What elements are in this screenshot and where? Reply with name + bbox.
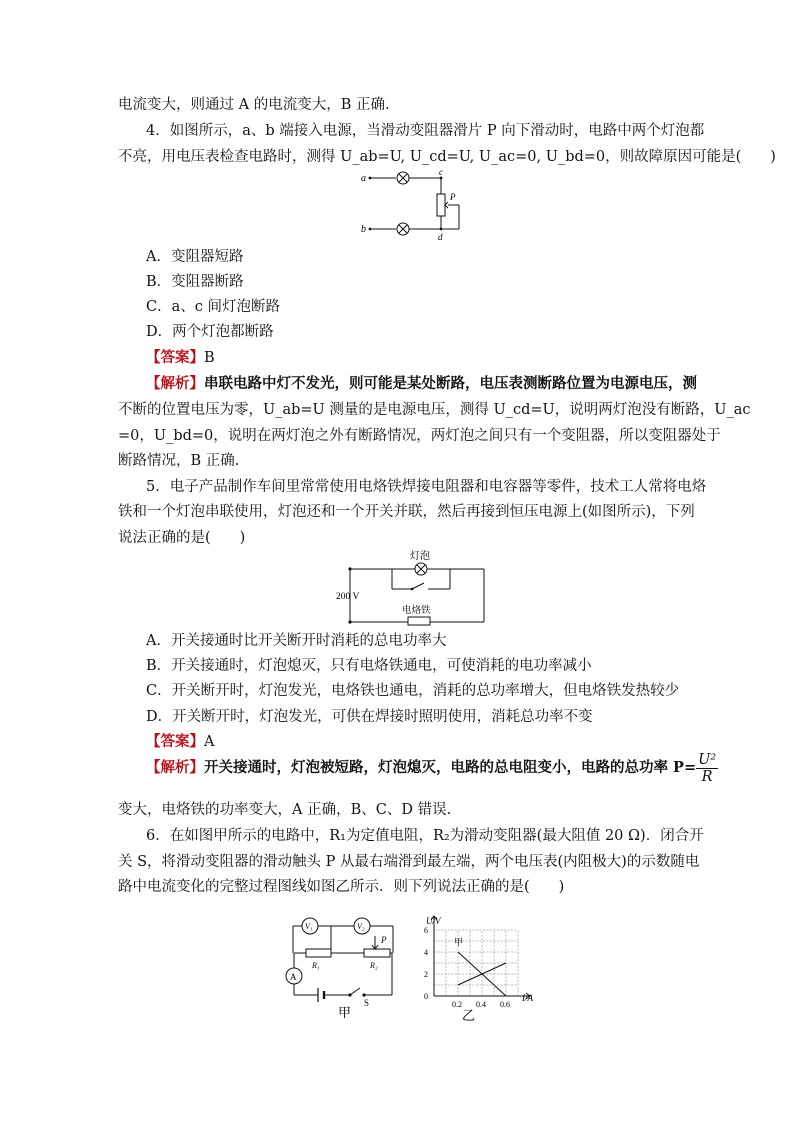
q5-answer: 【答案】A: [146, 733, 215, 750]
label-ammeter: A: [290, 972, 297, 982]
curve-label-jia: 甲: [454, 937, 464, 947]
q4-measurement: U_ab=U, U_cd=U, U_ac=0, U_bd=0: [340, 149, 606, 165]
q4-option-d: D．两个灯泡都断路: [146, 324, 274, 340]
q5-option-d: D．开关断开时，灯泡发光，可供在焊接时照明使用，消耗总功率不变: [146, 709, 593, 725]
q4-option-a: A．变阻器短路: [146, 249, 244, 265]
caption-yi: 乙: [462, 1008, 476, 1023]
chart-ylabel: U/V: [426, 916, 441, 926]
caption-jia: 甲: [338, 1005, 352, 1020]
q5-stem-line1: 5．电子产品制作车间里常常使用电烙铁焊接电阻器和电容器等零件，技术工人常将电烙: [146, 479, 707, 495]
q6-stem-line2: 关 S，将滑动变阻器的滑动触头 P 从最右端滑到最左端，两个电压表(内阻极大)的示数随电: [118, 854, 700, 870]
q3-tail: 电流变大，则通过 A 的电流变大，B 正确.: [118, 97, 390, 113]
label-v1: V₁: [305, 922, 313, 931]
q5-circuit-figure: [334, 548, 486, 628]
q5-option-b: B．开关接通时，灯泡熄灭，只有电烙铁通电，可使消耗的电功率减小: [146, 658, 592, 674]
q4-option-c: C．a、c 间灯泡断路: [146, 299, 280, 315]
q5-stem-line2: 铁和一个灯泡串联使用，灯泡还和一个开关并联，然后再接到恒压电源上(如图所示)，下列: [118, 504, 695, 520]
q4-analysis-line2: 不断的位置电压为零，U_ab=U 测量的是电源电压，测得 U_cd=U，说明两灯泡没有断路，U_ac: [118, 402, 751, 418]
x-tick-label: 0.4: [476, 1000, 486, 1009]
q6-stem-line3: 路中电流变化的完整过程图线如图乙所示．则下列说法正确的是( ): [118, 879, 565, 895]
label-c: c: [439, 168, 443, 177]
q5-analysis-line2: 变大，电烙铁的功率变大，A 正确，B、C、D 错误.: [118, 802, 452, 818]
q6-stem-line1: 6．在如图甲所示的电路中，R₁为定值电阻，R₂为滑动变阻器(最大阻值 20 Ω)．闭合开: [146, 828, 704, 844]
q4-answer: 【答案】B: [146, 349, 215, 366]
origin-label: 0: [424, 992, 428, 1001]
q4-stem-line2: 不亮，用电压表检查电路时，测得 U_ab=U, U_cd=U, U_ac=0, U_bd=0，则故障原因可能是( ): [118, 149, 776, 165]
q4-circuit-figure: [356, 168, 476, 244]
x-tick-label: 0.6: [500, 1000, 510, 1009]
label-a: a: [361, 173, 366, 184]
q6-circuit-figure: [280, 908, 400, 1020]
y-tick-label: 6: [424, 926, 428, 935]
label-bulb: 灯泡: [410, 551, 430, 562]
q4-analysis-line1: 【解析】串联电路中灯不发光，则可能是某处断路，电压表测断路位置为电源电压，测: [146, 375, 697, 392]
label-iron: 电烙铁: [402, 606, 431, 616]
q4-analysis-line3: =0，U_bd=0，说明在两灯泡之外有断路情况，两灯泡之间只有一个变阻器，所以变阻器处于: [118, 428, 721, 444]
q5-analysis-line1: 【解析】开关接通时，灯泡被短路，灯泡熄灭，电路的总电阻变小，电路的总功率 P= $\frac{\text{U²}}{R}$: [146, 751, 717, 785]
label-r1: R₁: [312, 961, 320, 970]
q5-stem-line3: 说法正确的是( ): [118, 530, 246, 546]
label-d: d: [438, 232, 443, 242]
q4-stem-line1: 4．如图所示，a、b 端接入电源，当滑动变阻器滑片 P 向下滑动时，电路中两个灯泡都: [146, 123, 705, 139]
q4-option-b: B．变阻器断路: [146, 274, 244, 290]
label-p: P: [381, 935, 387, 945]
x-tick-label: 0.2: [452, 1000, 462, 1009]
q4-analysis-line4: 断路情况，B 正确.: [118, 453, 240, 469]
q5-option-a: A．开关接通时比开关断开时消耗的总电功率大: [146, 633, 447, 649]
label-b: b: [361, 224, 366, 235]
q5-option-c: C．开关断开时，灯泡发光，电烙铁也通电，消耗的总功率增大，但电烙铁发热较少: [146, 683, 680, 699]
label-voltage: 200 V: [336, 592, 360, 602]
chart-xlabel: I/A: [522, 993, 533, 1003]
q6-chart: [412, 908, 552, 1024]
label-r2: R₂: [370, 961, 378, 970]
label-p: P: [450, 192, 456, 202]
y-tick-label: 4: [424, 948, 428, 957]
label-switch: S: [364, 998, 370, 1008]
power-fraction: $\frac{\text{U²}}{R}$: [698, 751, 717, 785]
label-v2: V₂: [357, 922, 365, 931]
y-tick-label: 2: [424, 970, 428, 979]
